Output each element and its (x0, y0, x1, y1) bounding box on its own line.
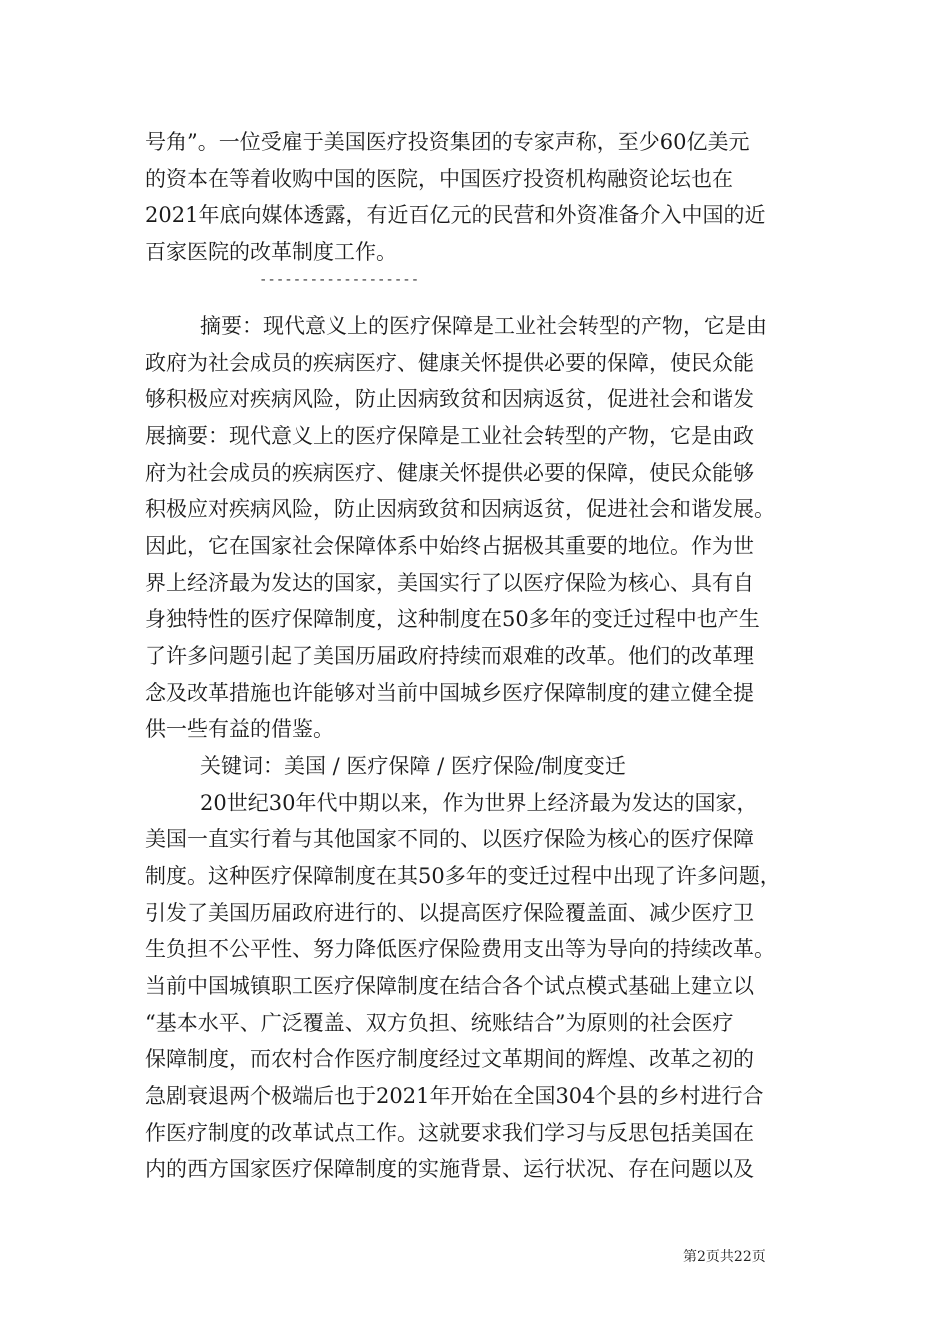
abstract-line: 积极应对疾病风险，防止因病致贫和因病返贫，促进社会和谐发展。 (145, 497, 775, 521)
page-number: 第2页共22页 (683, 1249, 766, 1265)
abstract-line: 因此，它在国家社会保障体系中始终占据极其重要的地位。作为世 (145, 534, 754, 558)
abstract-line: 摘要：现代意义上的医疗保障是工业社会转型的产物，它是由 (200, 314, 767, 338)
body-line: 美国一直实行着与其他国家不同的、以医疗保险为核心的医疗保障 (145, 827, 754, 851)
text-line: 百家医院的改革制度工作。 (145, 240, 397, 264)
text-line: 2021年底向媒体透露，有近百亿元的民营和外资准备介入中国的近 (145, 203, 766, 227)
body-line: 内的西方国家医疗保障制度的实施背景、运行状况、存在问题以及 (145, 1157, 754, 1181)
body-line: 引发了美国历届政府进行的、以提高医疗保险覆盖面、减少医疗卫 (145, 901, 754, 925)
abstract-line: 界上经济最为发达的国家，美国实行了以医疗保险为核心、具有自 (145, 571, 754, 595)
keywords-line: 关键词：美国 / 医疗保障 / 医疗保险/制度变迁 (200, 754, 626, 778)
body-line: 作医疗制度的改革试点工作。这就要求我们学习与反思包括美国在 (145, 1121, 754, 1145)
body-line: 生负担不公平性、努力降低医疗保险费用支出等为导向的持续改革。 (145, 937, 775, 961)
text-line: 的资本在等着收购中国的医院，中国医疗投资机构融资论坛也在 (145, 167, 733, 191)
abstract-line: 身独特性的医疗保障制度，这种制度在50多年的变迁过程中也产生 (145, 607, 760, 631)
abstract-line: 政府为社会成员的疾病医疗、健康关怀提供必要的保障，使民众能 (145, 351, 754, 375)
body-line: 制度。这种医疗保障制度在其50多年的变迁过程中出现了许多问题， (145, 864, 781, 888)
body-line: 20世纪30年代中期以来，作为世界上经济最为发达的国家， (200, 791, 758, 815)
text-line: 号角”。一位受雇于美国医疗投资集团的专家声称，至少60亿美元 (145, 130, 750, 154)
dashed-separator: ------------------- (259, 272, 420, 288)
body-line: 当前中国城镇职工医疗保障制度在结合各个试点模式基础上建立以 (145, 974, 754, 998)
abstract-line: 府为社会成员的疾病医疗、健康关怀提供必要的保障，使民众能够 (145, 461, 754, 485)
body-line: 急剧衰退两个极端后也于2021年开始在全国304个县的乡村进行合 (145, 1084, 764, 1108)
body-line: 保障制度，而农村合作医疗制度经过文革期间的辉煌、改革之初的 (145, 1047, 754, 1071)
body-line: “基本水平、广泛覆盖、双方负担、统账结合”为原则的社会医疗 (145, 1011, 734, 1035)
abstract-line: 念及改革措施也许能够对当前中国城乡医疗保障制度的建立健全提 (145, 681, 754, 705)
abstract-line: 供一些有益的借鉴。 (145, 717, 334, 741)
abstract-line: 展摘要：现代意义上的医疗保障是工业社会转型的产物，它是由政 (145, 424, 754, 448)
abstract-line: 了许多问题引起了美国历届政府持续而艰难的改革。他们的改革理 (145, 644, 754, 668)
abstract-line: 够积极应对疾病风险，防止因病致贫和因病返贫，促进社会和谐发 (145, 387, 754, 411)
